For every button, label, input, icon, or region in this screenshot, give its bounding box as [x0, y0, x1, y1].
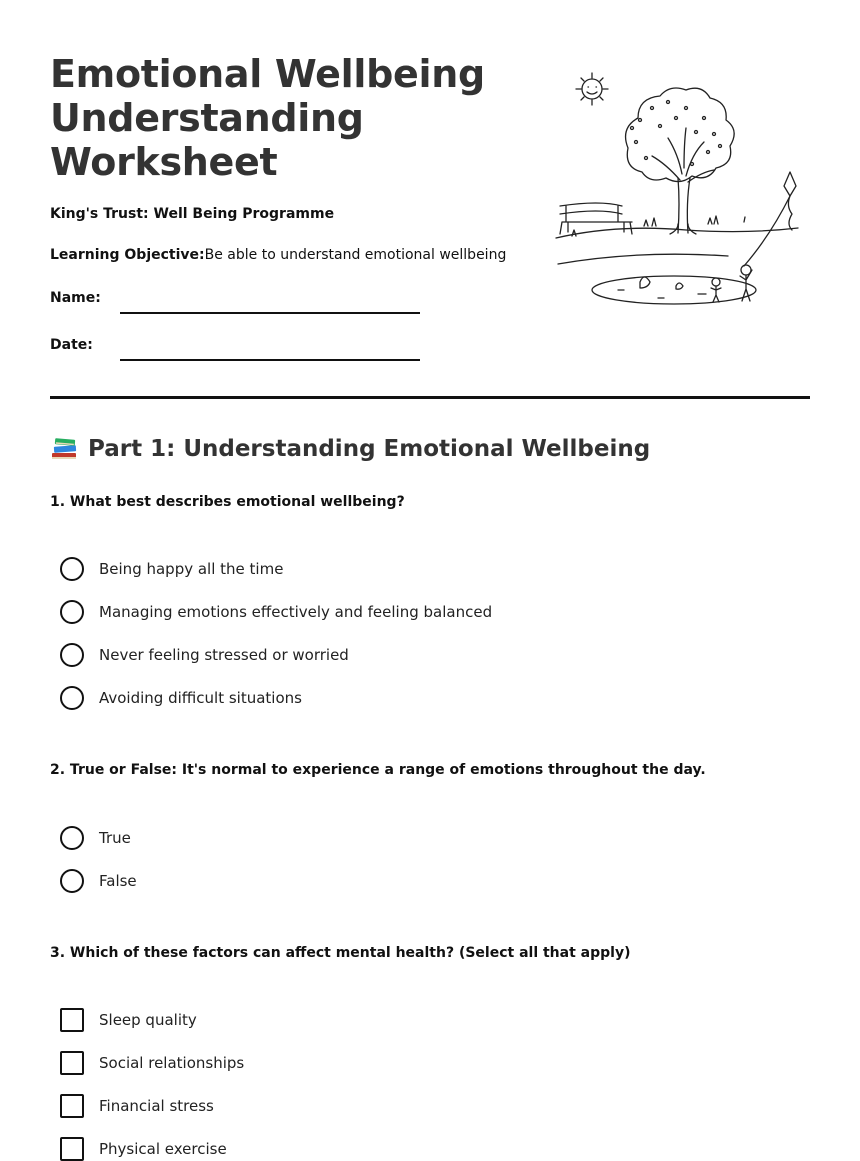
option-label: False	[99, 872, 137, 890]
radio-button[interactable]	[60, 869, 84, 893]
option-label: Sleep quality	[99, 1011, 197, 1029]
name-label: Name:	[50, 290, 101, 306]
books-icon	[50, 436, 78, 462]
q1-option-4[interactable]	[60, 686, 302, 710]
question-1: 1. What best describes emotional wellbeing?	[50, 494, 405, 510]
date-input-line[interactable]	[120, 359, 420, 361]
title-line-2: Understanding	[50, 96, 364, 140]
radio-button[interactable]	[60, 600, 84, 624]
question-3: 3. Which of these factors can affect mental health? (Select all that apply)	[50, 945, 631, 961]
section-title	[50, 436, 650, 462]
checkbox[interactable]	[60, 1137, 84, 1161]
option-label: Financial stress	[99, 1097, 214, 1115]
objective-text: Be able to understand emotional wellbeing	[204, 247, 507, 263]
checkbox[interactable]	[60, 1051, 84, 1075]
radio-button[interactable]	[60, 826, 84, 850]
question-2: 2. True or False: It's normal to experience a range of emotions throughout the day.	[50, 762, 706, 778]
header-divider	[50, 396, 810, 399]
park-scene-illustration	[548, 68, 810, 308]
option-label: Managing emotions effectively and feeling balanced	[99, 603, 493, 621]
option-label: True	[99, 829, 131, 847]
radio-button[interactable]	[60, 643, 84, 667]
option-label: Social relationships	[99, 1054, 245, 1072]
option-label: Avoiding difficult situations	[99, 689, 302, 707]
q3-option-4[interactable]	[60, 1137, 227, 1161]
q2-option-true[interactable]	[60, 826, 131, 850]
radio-button[interactable]	[60, 557, 84, 581]
section-title-text: Part 1: Understanding Emotional Wellbeing	[88, 436, 651, 462]
title-line-3: Worksheet	[50, 140, 278, 184]
option-label: Never feeling stressed or worried	[99, 646, 349, 664]
date-label: Date:	[50, 337, 93, 353]
radio-button[interactable]	[60, 686, 84, 710]
checkbox[interactable]	[60, 1094, 84, 1118]
q1-option-3[interactable]	[60, 643, 349, 667]
option-label: Being happy all the time	[99, 560, 284, 578]
name-input-line[interactable]	[120, 312, 420, 314]
q3-option-3[interactable]	[60, 1094, 214, 1118]
q3-option-2[interactable]	[60, 1051, 244, 1075]
title-line-1: Emotional Wellbeing	[50, 52, 485, 96]
objective-label: Learning Objective:	[50, 247, 205, 263]
option-label: Physical exercise	[99, 1140, 227, 1158]
programme-name: King's Trust: Well Being Programme	[50, 206, 335, 222]
q1-option-2[interactable]	[60, 600, 492, 624]
worksheet-title	[50, 52, 520, 184]
q1-option-1[interactable]	[60, 557, 283, 581]
checkbox[interactable]	[60, 1008, 84, 1032]
q3-option-1[interactable]	[60, 1008, 197, 1032]
q2-option-false[interactable]	[60, 869, 137, 893]
learning-objective	[50, 247, 506, 263]
